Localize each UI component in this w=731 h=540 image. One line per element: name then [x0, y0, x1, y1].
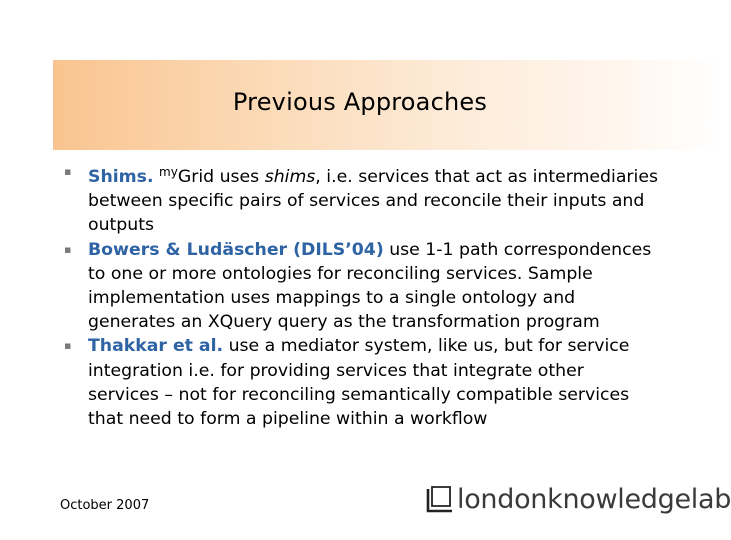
bullet-item-shims: [60, 160, 660, 238]
bullet-item-bowers: [60, 238, 660, 335]
london-knowledge-lab-logo: [425, 482, 731, 516]
bullet-lead: Shims.: [88, 167, 154, 187]
bullet-item-thakkar: [60, 334, 660, 431]
square-bullet-icon: ▪: [64, 339, 72, 353]
logo-text: londonknowledgelab: [457, 483, 731, 515]
logo-bracket-icon: [425, 485, 455, 513]
square-bullet-icon: ▪: [64, 242, 72, 256]
footer-date: October 2007: [60, 498, 150, 513]
slide-title: Previous Approaches: [232, 88, 488, 116]
bullet-emphasis: shims: [264, 167, 316, 187]
square-bullet-icon: ▪: [64, 165, 72, 178]
bullet-lead: Thakkar et al.: [88, 336, 224, 357]
bullet-text: Grid uses: [177, 167, 265, 187]
superscript-my: my: [159, 165, 178, 179]
bullet-lead: Bowers & Ludäscher (DILS’04): [88, 239, 384, 260]
bullet-list: [60, 160, 660, 431]
bullet-text: use 1-1 path correspondences to one or more ontologies for reconciling services. Sample implementation uses mappings to a single ontology and generates an XQuery query as the transformation program: [88, 239, 652, 333]
bullet-text: , i.e. services that act as intermediaries between specific pairs of services and reconcile their inputs and outputs: [88, 167, 658, 236]
bullet-text: use a mediator system, like us, but for service integration i.e. for providing services that integrate other services – not for reconciling semantically compatible services that need to form a pipeline within a workflow: [88, 336, 630, 430]
